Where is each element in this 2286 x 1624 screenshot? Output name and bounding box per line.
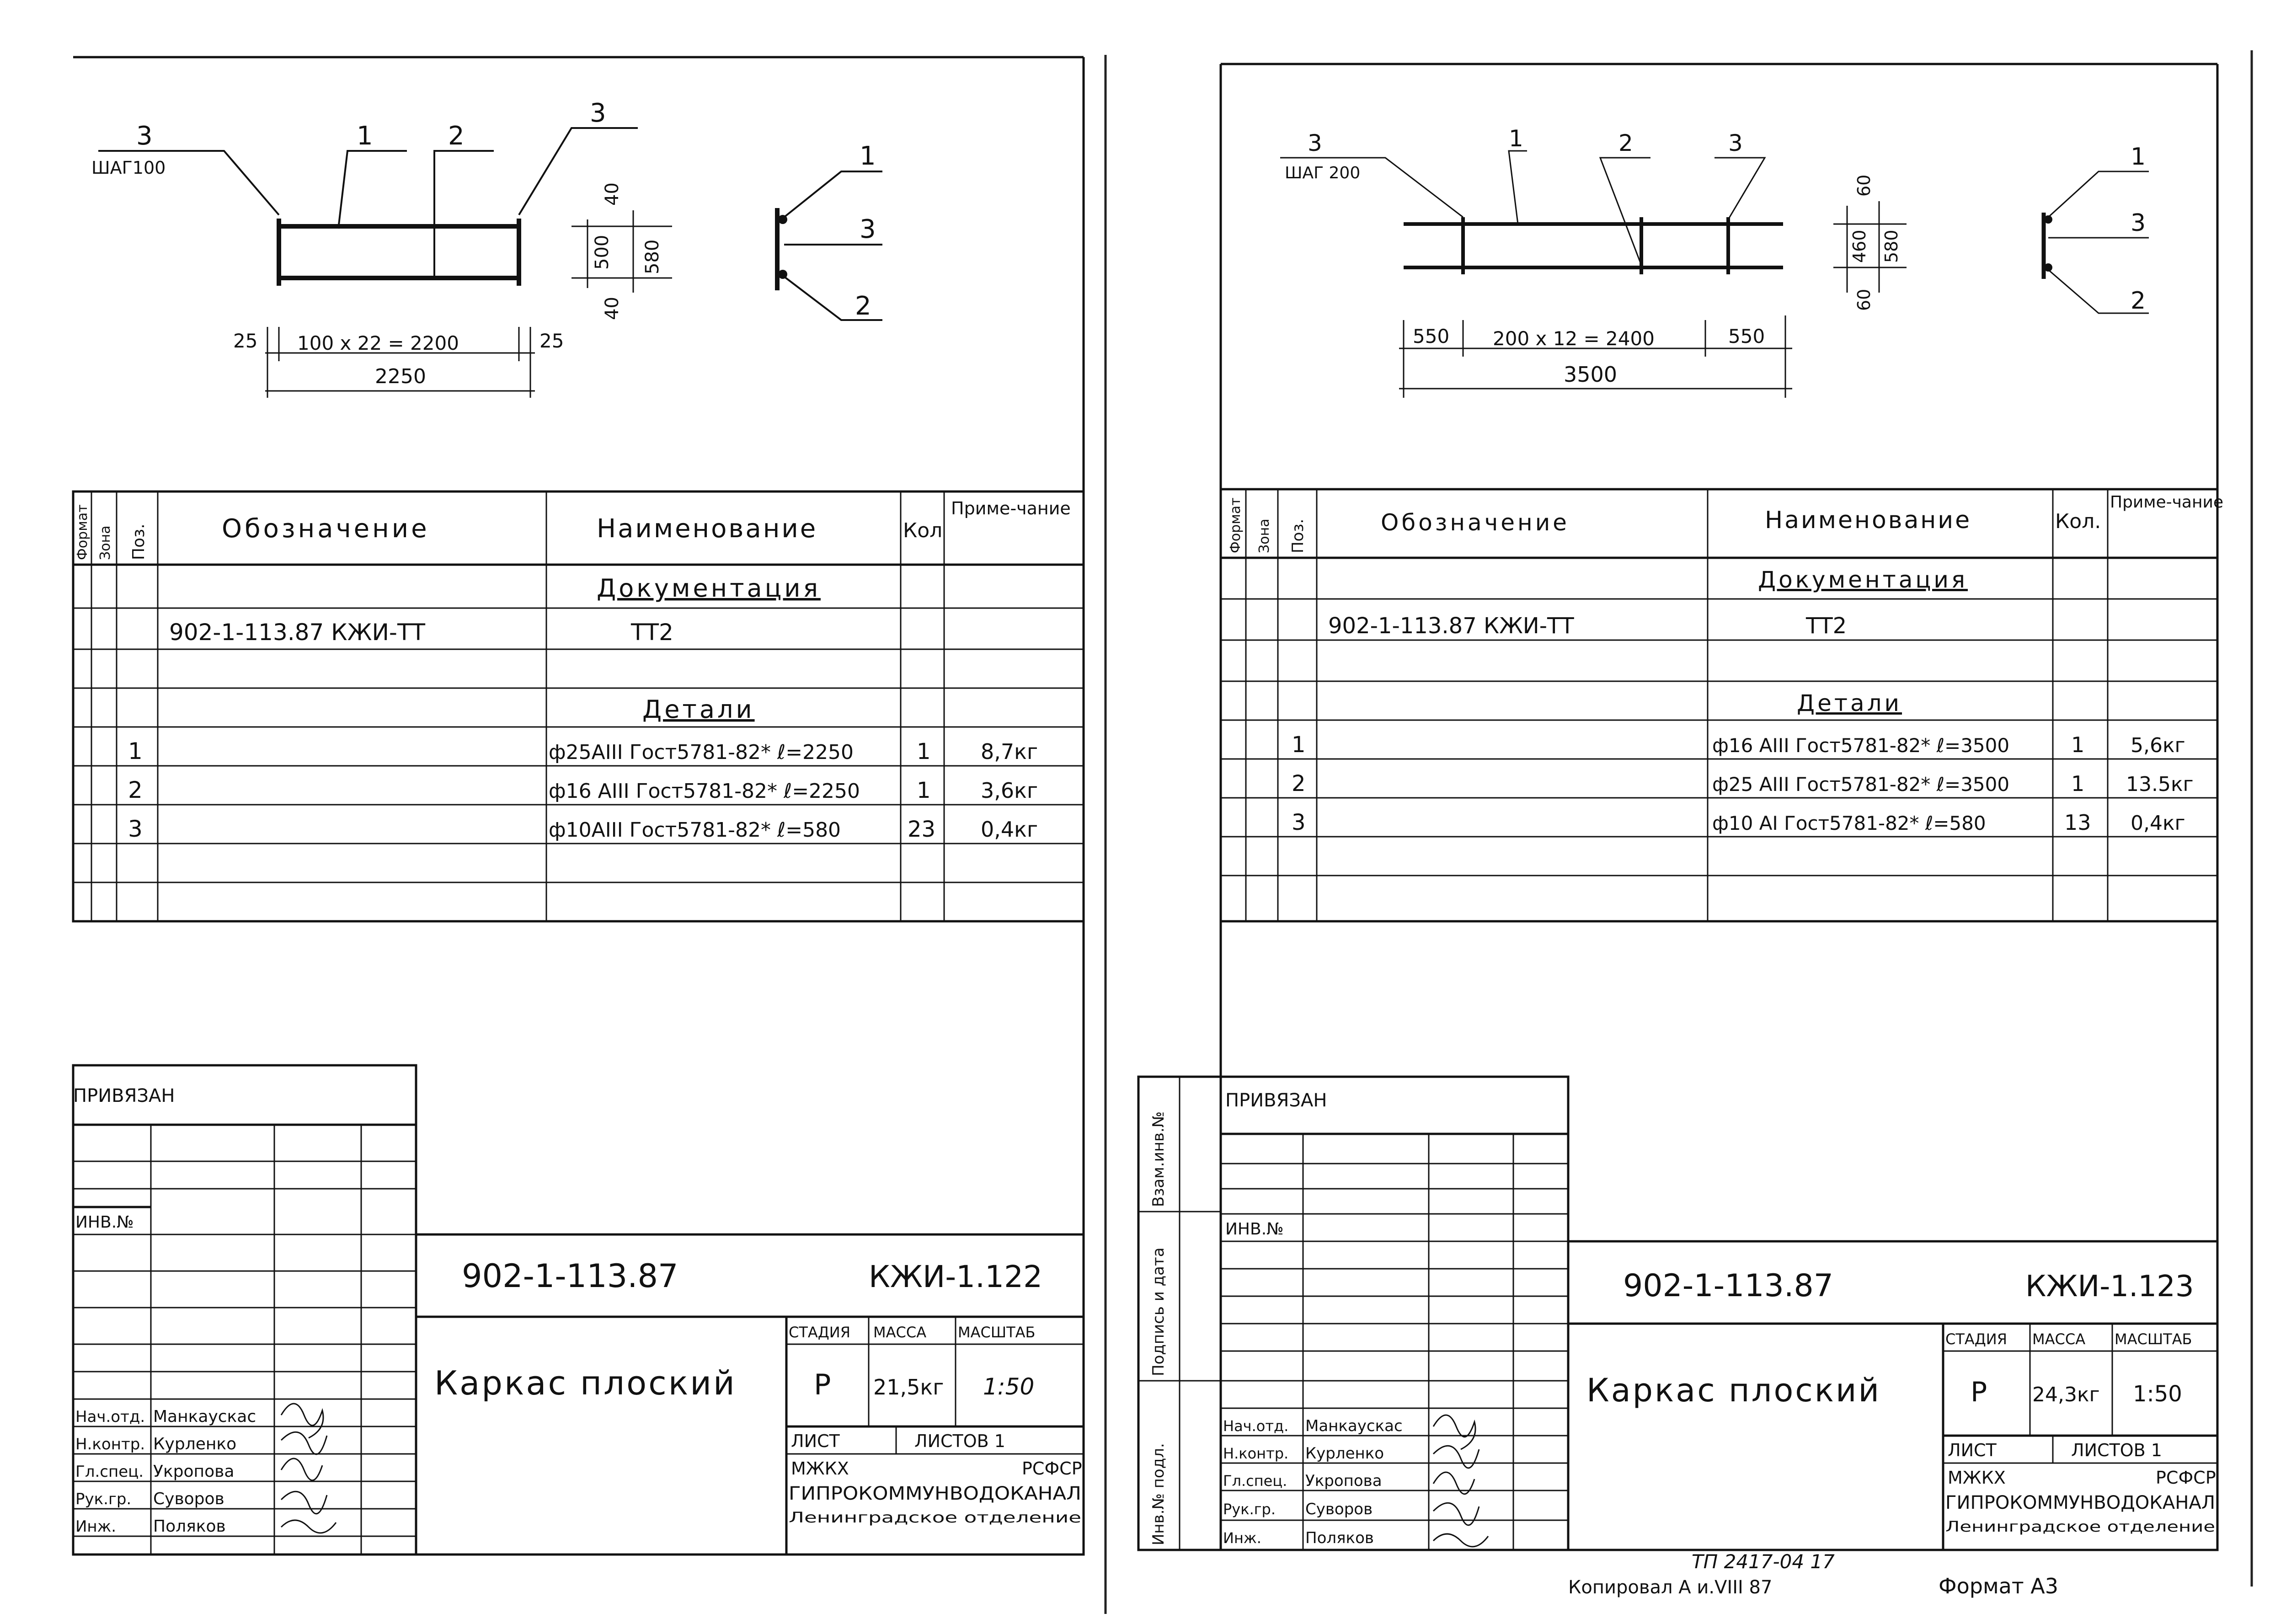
hdr-pos: Поз. <box>129 524 148 560</box>
spec-table <box>73 491 1084 921</box>
stamp-scale-h: МАСШТАБ <box>958 1324 1036 1341</box>
row-name: ф25 АIII Гост5781-82* ℓ=3500 <box>1712 773 2010 796</box>
side-label-signature: Подпись и дата <box>1149 1247 1168 1376</box>
stamp-inv-no: ИНВ.№ <box>1225 1220 1284 1239</box>
sheet-right <box>1138 64 2223 1598</box>
dim-h-mid: 500 <box>592 235 613 270</box>
dim-span-left: 25 <box>233 330 258 352</box>
person-name: Курленко <box>1305 1444 1384 1463</box>
footer-code: ТП 2417-04 17 <box>1692 1550 1835 1573</box>
row-pos: 2 <box>1292 771 1306 796</box>
spec-row <box>1292 771 2194 796</box>
hdr-qty: Кол. <box>2055 510 2101 533</box>
row-pos: 1 <box>128 738 143 764</box>
row-name: ф10АIII Гост5781-82* ℓ=580 <box>549 818 841 842</box>
hdr-name: Наименование <box>1765 507 1972 534</box>
stamp-stage-h: СТАДИЯ <box>789 1324 850 1341</box>
person-role: Н.контр. <box>1223 1445 1289 1462</box>
dim-span-right: 550 <box>1728 325 1765 347</box>
spec-row <box>128 816 1038 842</box>
person-name: Поляков <box>153 1517 226 1536</box>
row-note: 8,7кг <box>981 739 1038 764</box>
stamp-org3: ГИПРОКОММУНВОДОКАНАЛ <box>789 1483 1081 1504</box>
stamp-title: Каркас плоский <box>434 1364 737 1402</box>
spec-row <box>1292 732 2185 758</box>
stamp-scale: 1:50 <box>983 1373 1035 1400</box>
footer-copied: Копировал А и.VIII 87 <box>1568 1577 1773 1598</box>
stamp-list-h: ЛИСТ <box>791 1431 840 1451</box>
leader-s1 <box>784 171 882 217</box>
person-name: Укропова <box>1305 1472 1382 1490</box>
spacing-note: ШАГ 200 <box>1285 164 1361 182</box>
stamp-privyazan: ПРИВЯЗАН <box>73 1085 175 1106</box>
row-pos: 3 <box>128 816 143 842</box>
dim-span-mid: 200 х 12 = 2400 <box>1493 327 1655 350</box>
dim-h-full: 580 <box>1881 230 1901 263</box>
section-callout-1: 1 <box>2131 143 2146 171</box>
hdr-zone: Зона <box>1256 518 1272 553</box>
section-view <box>1833 143 2149 315</box>
hdr-format: Формат <box>1228 497 1244 553</box>
callout-1: 1 <box>1509 125 1523 152</box>
stamp-lists-h: ЛИСТОВ 1 <box>914 1431 1005 1451</box>
stamp-org4: Ленинградское отделение <box>789 1509 1081 1526</box>
stamp-people <box>1223 1417 1403 1547</box>
row-note: 3,6кг <box>981 778 1038 803</box>
row-qty: 13 <box>2064 810 2091 835</box>
person-role: Рук.гр. <box>1223 1501 1276 1518</box>
stamp-org2: РСФСР <box>2156 1468 2216 1488</box>
leader-1 <box>338 151 407 229</box>
hdr-qty: Кол <box>903 519 943 542</box>
person-role: Нач.отд. <box>75 1408 145 1426</box>
title-block <box>1138 1077 2217 1550</box>
stamp-title: Каркас плоский <box>1586 1372 1881 1409</box>
person-name: Манкаускас <box>1305 1417 1403 1435</box>
spec-table-border <box>1221 489 2217 921</box>
row-name: ф25АIII Гост5781-82* ℓ=2250 <box>549 741 854 764</box>
section-docs: Документация <box>597 574 821 603</box>
person-name: Суворов <box>1305 1500 1373 1518</box>
stamp-mass: 21,5кг <box>873 1375 944 1400</box>
hdr-pos: Поз. <box>1289 518 1307 553</box>
spec-row <box>1292 810 2185 835</box>
person-role: Инж. <box>1223 1529 1261 1547</box>
person-role: Нач.отд. <box>1223 1417 1289 1435</box>
callout-3-left: 3 <box>1308 130 1322 156</box>
stamp-org1: МЖКХ <box>1948 1468 2006 1488</box>
stamp-org1: МЖКХ <box>791 1458 849 1479</box>
callout-3-left: 3 <box>136 121 153 151</box>
stamp-org3: ГИПРОКОММУНВОДОКАНАЛ <box>1945 1492 2215 1513</box>
dim-h-top: 60 <box>1854 174 1874 197</box>
stamp-mass-h: МАССА <box>2032 1330 2086 1348</box>
elevation-view <box>91 98 638 398</box>
row-note: 0,4кг <box>981 817 1038 842</box>
doc-name: ТТ2 <box>1806 613 1847 639</box>
hdr-note: Приме-чание <box>2110 493 2224 512</box>
hdr-zone: Зона <box>97 525 113 560</box>
dim-span-right: 25 <box>539 330 564 352</box>
row-note: 13.5кг <box>2126 773 2194 796</box>
stamp-org4: Ленинградское отделение <box>1945 1518 2215 1535</box>
stamp-stage: Р <box>1971 1376 1987 1408</box>
person-name: Суворов <box>153 1490 224 1508</box>
stamp-scale-h: МАСШТАБ <box>2115 1330 2192 1348</box>
stamp-scale: 1:50 <box>2133 1381 2182 1407</box>
spec-table <box>1221 489 2223 921</box>
stamp-inv-no: ИНВ.№ <box>75 1213 134 1232</box>
dim-h-bottom: 40 <box>602 297 623 320</box>
stamp-privyazan: ПРИВЯЗАН <box>1225 1090 1327 1111</box>
person-role: Гл.спец. <box>75 1463 144 1481</box>
spec-table-border <box>73 491 1084 921</box>
person-name: Курленко <box>153 1435 237 1453</box>
stamp-code: 902-1-113.87 <box>462 1257 678 1295</box>
person-role: Гл.спец. <box>1223 1472 1287 1490</box>
person-name: Поляков <box>1305 1529 1374 1547</box>
leader-3-right <box>1714 158 1765 219</box>
section-callout-3: 3 <box>2131 209 2146 237</box>
person-role: Инж. <box>75 1517 117 1536</box>
row-qty: 1 <box>917 778 931 803</box>
stamp-stage: Р <box>814 1368 831 1401</box>
row-name: ф16 АIII Гост5781-82* ℓ=3500 <box>1712 734 2010 757</box>
dim-span-left: 550 <box>1413 325 1450 347</box>
side-label-inv-original: Инв.№ подл. <box>1149 1443 1168 1545</box>
row-pos: 3 <box>1292 810 1306 835</box>
spacing-note: ШАГ100 <box>91 158 166 178</box>
stamp-mass-h: МАССА <box>873 1324 927 1341</box>
dim-total: 2250 <box>375 365 426 388</box>
callout-1: 1 <box>357 121 373 151</box>
footer-format: Формат А3 <box>1939 1574 2058 1598</box>
stamp-mass: 24,3кг <box>2032 1383 2100 1406</box>
sheet-left <box>73 57 1084 1555</box>
row-note: 5,6кг <box>2131 734 2185 757</box>
stamp-org2: РСФСР <box>1022 1458 1082 1479</box>
sheet-footer <box>1568 1550 2058 1598</box>
row-qty: 1 <box>2071 732 2085 757</box>
stamp-list-h: ЛИСТ <box>1948 1440 1997 1460</box>
callout-2: 2 <box>448 121 465 151</box>
signatures <box>281 1404 336 1533</box>
doc-name: ТТ2 <box>631 619 673 646</box>
doc-designation: 902-1-113.87 КЖИ-ТТ <box>169 619 426 646</box>
hdr-name: Наименование <box>597 514 818 544</box>
elevation-view <box>1280 125 1792 398</box>
dim-total: 3500 <box>1564 362 1618 387</box>
title-block <box>73 1065 1084 1555</box>
stamp-code: 902-1-113.87 <box>1623 1268 1834 1304</box>
dim-h-bottom: 60 <box>1854 288 1874 311</box>
row-pos: 1 <box>1292 732 1306 758</box>
hdr-note: Приме-чание <box>951 498 1071 518</box>
dim-h-full: 580 <box>642 239 663 274</box>
doc-designation: 902-1-113.87 КЖИ-ТТ <box>1328 613 1574 639</box>
section-parts: Детали <box>642 695 755 724</box>
leader-1 <box>1509 151 1527 224</box>
stamp-stage-h: СТАДИЯ <box>1945 1330 2007 1348</box>
leader-2 <box>434 151 494 277</box>
row-name: ф10 АI Гост5781-82* ℓ=580 <box>1712 812 1986 834</box>
spec-row <box>128 777 1038 803</box>
dim-h-mid: 460 <box>1849 230 1869 263</box>
callout-3-right: 3 <box>1728 130 1743 156</box>
person-name: Укропова <box>153 1462 235 1481</box>
row-qty: 1 <box>917 739 931 764</box>
section-callout-2: 2 <box>2131 287 2146 315</box>
person-role: Н.контр. <box>75 1435 145 1453</box>
section-callout-2: 2 <box>855 291 871 321</box>
person-role: Рук.гр. <box>75 1490 132 1508</box>
row-name: ф16 АIII Гост5781-82* ℓ=2250 <box>549 780 860 803</box>
signatures <box>1433 1415 1488 1547</box>
row-qty: 1 <box>2071 771 2085 796</box>
stamp-lists-h: ЛИСТОВ 1 <box>2071 1440 2162 1460</box>
hdr-designation: Обозначение <box>1381 509 1570 536</box>
callout-2: 2 <box>1618 130 1633 156</box>
side-label-replaces: Взам.инв.№ <box>1149 1111 1168 1207</box>
row-pos: 2 <box>128 777 143 803</box>
section-callout-1: 1 <box>860 141 876 171</box>
person-name: Манкаускас <box>153 1407 256 1426</box>
dim-span-mid: 100 х 22 = 2200 <box>297 332 459 354</box>
hdr-designation: Обозначение <box>222 514 430 544</box>
row-note: 0,4кг <box>2131 812 2185 835</box>
spec-row <box>128 738 1038 764</box>
stamp-sheet-code: КЖИ-1.123 <box>2025 1270 2194 1303</box>
callout-3-right: 3 <box>590 98 606 128</box>
section-parts: Детали <box>1797 690 1902 716</box>
section-view <box>572 141 882 321</box>
hdr-format: Формат <box>75 504 91 560</box>
section-docs: Документация <box>1758 566 1968 593</box>
row-qty: 23 <box>908 817 936 842</box>
stamp-sheet-code: КЖИ-1.122 <box>869 1259 1043 1294</box>
dim-h-top: 40 <box>602 182 623 206</box>
section-callout-3: 3 <box>860 214 876 244</box>
